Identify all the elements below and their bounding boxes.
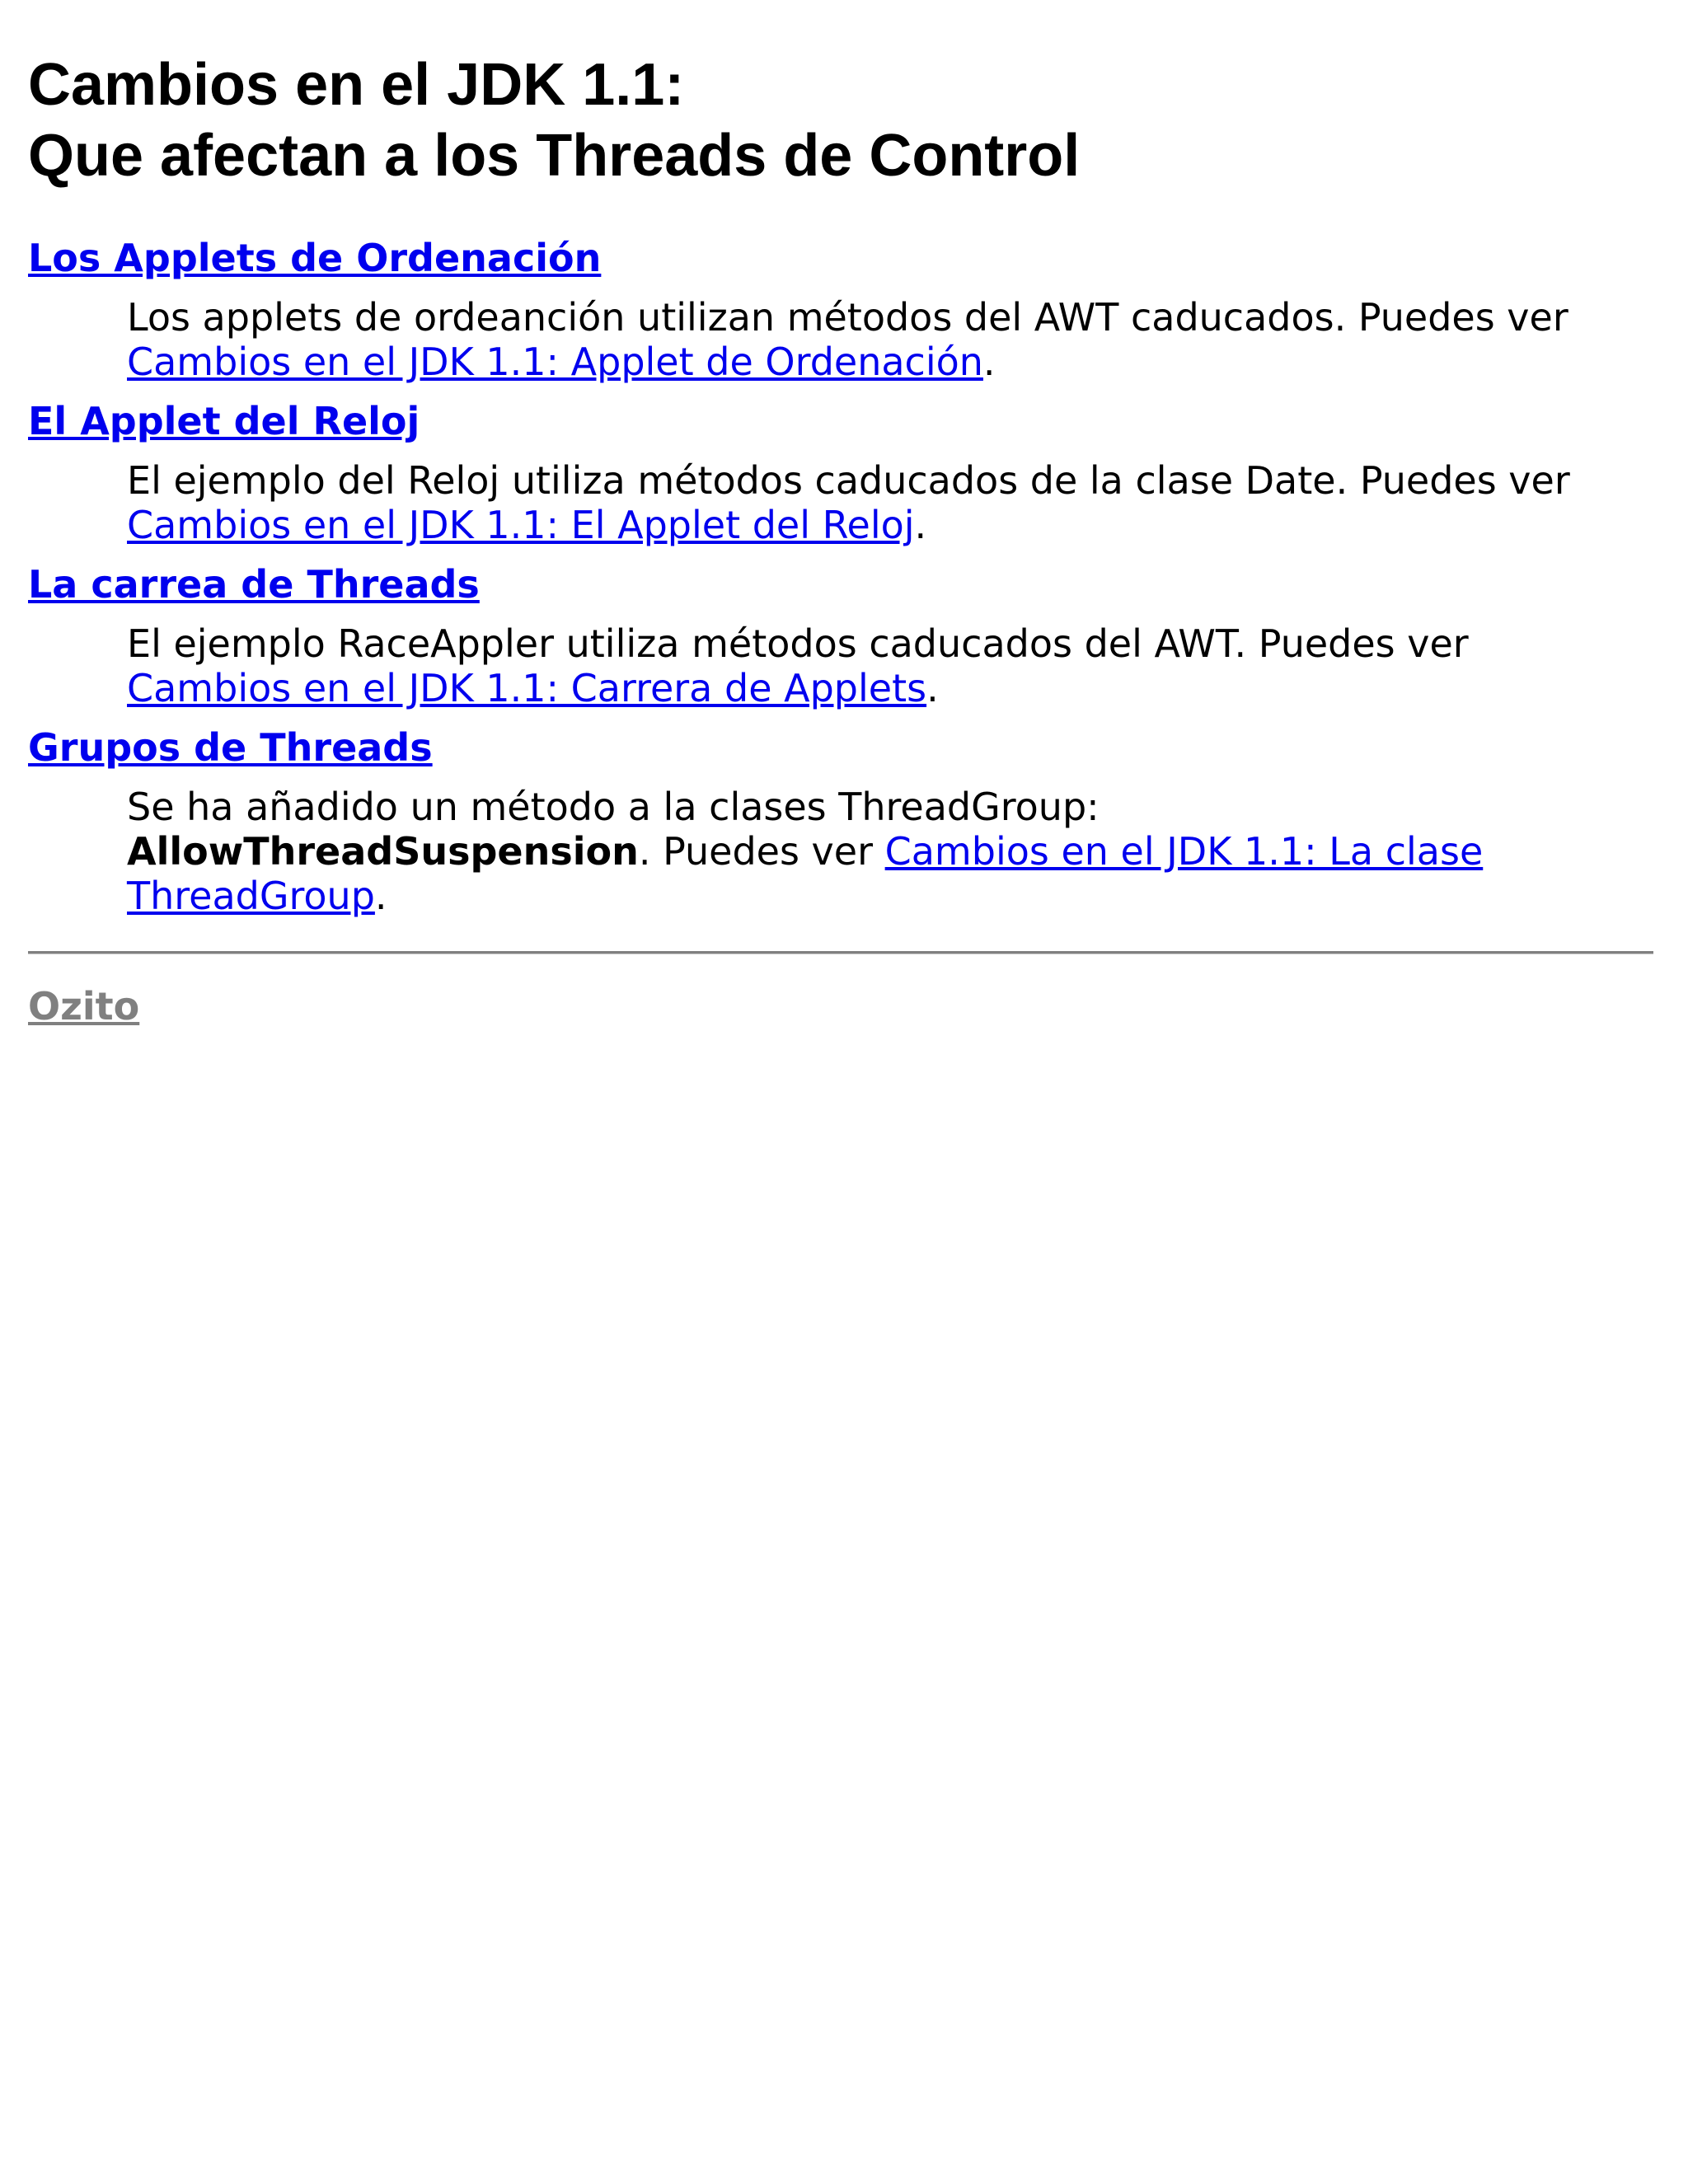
section-body-thread-groups [127,785,1594,918]
section-body-sorting-applets [127,295,1594,384]
page-content [28,49,1668,1029]
section-body-clock-applet [127,458,1594,547]
section-body-thread-race [127,621,1594,710]
body-text-end: . [914,503,927,547]
link-clock-applet-changes[interactable]: Cambios en el JDK 1.1: El Applet del Reloj [127,503,915,547]
section-heading-thread-race [28,562,1668,607]
method-name: AllowThreadSuspension [127,829,639,874]
changes-list [28,236,1668,918]
page-title [28,49,1668,191]
body-text-end: . [982,340,996,384]
ozito-link[interactable]: Ozito [28,984,140,1029]
body-text-middle: . Puedes ver [638,829,885,874]
body-text-end: . [374,874,387,918]
link-thread-groups-heading[interactable]: Grupos de Threads [28,725,433,770]
page-title-line-2: Que afectan a los Threads de Control [28,123,1081,189]
link-clock-applet-heading[interactable]: El Applet del Reloj [28,399,420,443]
body-text: Los applets de ordeanción utilizan métodos del AWT caducados. Puedes ver [127,295,1568,340]
link-threadgroup-changes[interactable]: Cambios en el JDK 1.1: La clase ThreadGroup [127,829,1484,918]
body-text: Se ha añadido un método a la clases ThreadGroup: [127,785,1100,829]
section-heading-sorting-applets [28,236,1668,280]
section-heading-clock-applet [28,399,1668,443]
link-sorting-applets-heading[interactable]: Los Applets de Ordenación [28,236,602,280]
link-sorting-applet-changes[interactable]: Cambios en el JDK 1.1: Applet de Ordenación [127,340,983,384]
body-text: El ejemplo RaceAppler utiliza métodos caducados del AWT. Puedes ver [127,621,1469,666]
section-heading-thread-groups [28,725,1668,770]
link-race-applet-changes[interactable]: Cambios en el JDK 1.1: Carrera de Applets [127,666,927,710]
footer [28,984,1668,1029]
body-text: El ejemplo del Reloj utiliza métodos caducados de la clase Date. Puedes ver [127,458,1570,503]
link-thread-race-heading[interactable]: La carrea de Threads [28,562,480,607]
page-title-line-1: Cambios en el JDK 1.1: [28,52,685,118]
footer-divider [28,951,1653,954]
body-text-end: . [926,666,939,710]
